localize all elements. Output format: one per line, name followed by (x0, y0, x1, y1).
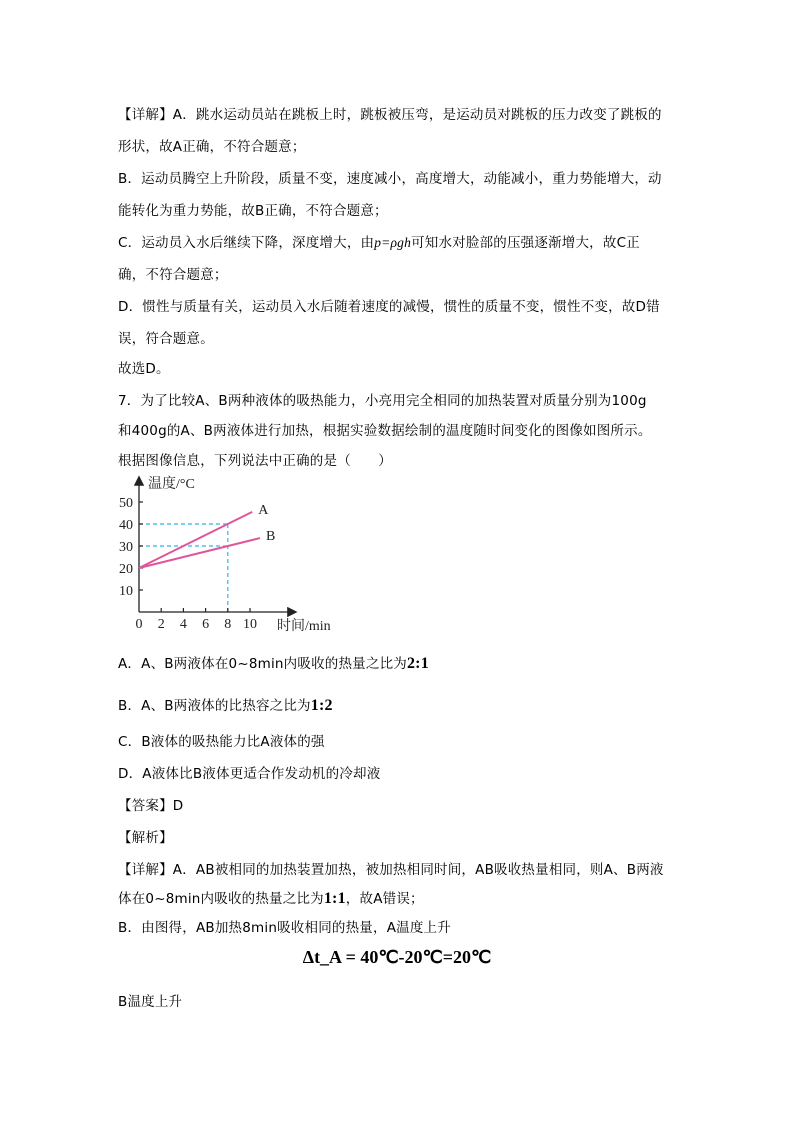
option-b-ratio: 1:2 (310, 697, 333, 714)
x-tick-label: 6 (202, 617, 210, 632)
y-tick-label: 50 (119, 496, 133, 511)
text-line: 误，符合题意。 (118, 331, 214, 347)
text-line: 形状，故A正确，不符合题意； (118, 139, 306, 155)
question-text: 和400g的A、B两液体进行加热，根据实验数据绘制的温度随时间变化的图像如图所示。 (118, 423, 652, 439)
delta-t-formula: Δt_A = 40℃-20℃=20℃ (302, 947, 492, 967)
series-line-b (139, 538, 260, 568)
text-line (118, 231, 640, 251)
text-segment: C．运动员入水后继续下降，深度增大，由 (118, 235, 375, 251)
text-line: 故选D。 (118, 361, 170, 377)
option-c: C．B液体的吸热能力比A液体的强 (118, 734, 325, 750)
series-label-a: A (258, 502, 269, 518)
y-tick-label: 40 (119, 518, 133, 533)
x-tick-label: 8 (224, 617, 232, 632)
text-segment: 体在0~8min内吸收的热量之比为 (118, 891, 324, 907)
series-label-b: B (265, 529, 276, 545)
y-tick-label: 30 (119, 540, 133, 555)
pressure-formula: p=ρgh (374, 235, 412, 250)
text-segment: 可知水对脸部的压强逐渐增大，故C正 (411, 235, 640, 251)
detail-line: B温度上升 (118, 994, 183, 1010)
answer-label: 【答案】D (118, 798, 184, 814)
detail-line (118, 887, 424, 908)
x-tick-label: 0 (135, 617, 143, 632)
temperature-time-chart (110, 470, 350, 640)
y-tick-label: 20 (119, 562, 133, 577)
option-d: D．A液体比B液体更适合作发动机的冷却液 (118, 766, 381, 782)
option-a (118, 652, 429, 673)
x-tick-label: 4 (179, 617, 187, 632)
heat-ratio: 1:1 (323, 890, 346, 907)
text-line: 确，不符合题意； (118, 267, 228, 283)
text-line: B．运动员腾空上升阶段，质量不变，速度减小，高度增大，动能减小，重力势能增大，动 (118, 171, 662, 187)
detail-line: 【详解】A．AB被相同的加热装置加热，被加热相同时间，AB吸收热量相同，则A、B两液 (118, 862, 664, 878)
question-text: 7．为了比较A、B两种液体的吸热能力，小亮用完全相同的加热装置对质量分别为100g (118, 393, 647, 409)
x-tick-label: 10 (243, 617, 257, 632)
x-axis-label: 时间/min (277, 619, 331, 634)
series-line-a (139, 512, 252, 568)
y-axis-label: 温度/°C (148, 477, 195, 492)
text-line: D．惯性与质量有关，运动员入水后随着速度的减慢，惯性的质量不变，惯性不变，故D错 (118, 299, 660, 315)
x-tick-label: 2 (157, 617, 165, 632)
option-b (118, 694, 333, 715)
option-a-text: A．A、B两液体在0~8min内吸收的热量之比为 (118, 656, 407, 672)
question-text: 根据图像信息，下列说法中正确的是（ ） (118, 453, 392, 469)
text-line: 能转化为重力势能，故B正确，不符合题意； (118, 203, 388, 219)
option-a-ratio: 2:1 (406, 655, 429, 672)
text-segment: ，故A错误； (345, 891, 424, 907)
detail-line: B．由图得，AB加热8min吸收相同的热量，A温度上升 (118, 920, 451, 936)
analysis-label: 【解析】 (118, 830, 173, 846)
y-tick-label: 10 (119, 584, 133, 599)
text-line: 【详解】A．跳水运动员站在跳板上时，跳板被压弯，是运动员对跳板的压力改变了跳板的 (118, 107, 662, 123)
option-b-text: B．A、B两液体的比热容之比为 (118, 698, 311, 714)
